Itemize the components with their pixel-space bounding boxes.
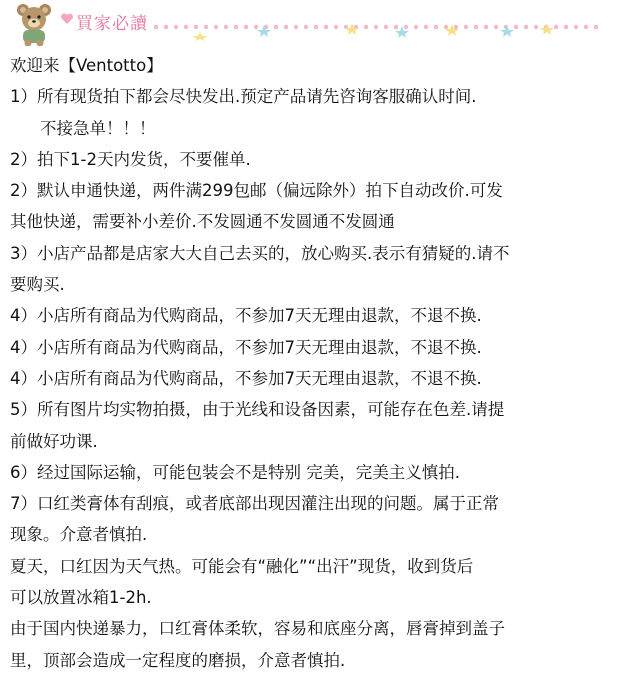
notice-text: [10, 50, 614, 676]
text-line: 欢迎来【Ventotto】: [10, 56, 163, 75]
header-banner: [0, 0, 620, 48]
text-line: 6）经过国际运输，可能包装会不是特别 完美，完美主义慎拍.: [10, 462, 460, 482]
text-line: 1）所有现货拍下都会尽快发出.预定产品请先咨询客服确认时间.: [10, 87, 477, 107]
text-line: 现象。介意者慎拍.: [10, 525, 148, 545]
text-line: 里，顶部会造成一定程度的磨损，介意者慎拍.: [10, 650, 346, 670]
banner-title: 買家必讀: [76, 14, 148, 34]
text-line: 5）所有图片均实物拍摄，由于光线和设备因素，可能存在色差.请提: [10, 400, 505, 420]
heart-icon: [60, 12, 74, 26]
text-line: 由于国内快递暴力，口红膏体柔软，容易和底座分离，唇膏掉到盖子: [10, 619, 505, 639]
text-line: 夏天，口红因为天气热。可能会有“融化”“出汗”现货，收到货后: [10, 556, 474, 576]
text-line: 要购买.: [10, 275, 65, 295]
text-line: 4）小店所有商品为代购商品，不参加7天无理由退款，不退不换.: [10, 306, 482, 326]
text-line: 不接急单！！！: [40, 118, 156, 138]
text-line: 7）口红类膏体有刮痕，或者底部出现因灌注出现的问题。属于正常: [10, 494, 499, 514]
text-line: 其他快递，需要补小差价.不发圆通不发圆通不发圆通: [10, 212, 395, 232]
text-line: 可以放置冰箱1-2h.: [10, 588, 152, 608]
bear-icon: [14, 2, 54, 46]
text-line: 4）小店所有商品为代购商品，不参加7天无理由退款，不退不换.: [10, 337, 482, 357]
text-line: 前做好功课.: [10, 431, 98, 451]
dotted-star-line-icon: [152, 21, 612, 41]
text-line: 2）拍下1-2天内发货，不要催单.: [10, 149, 251, 169]
text-line: 3）小店产品都是店家大大自己去买的，放心购买.表示有猜疑的.请不: [10, 243, 510, 263]
text-line: 2）默认申通快递，两件满299包邮（偏远除外）拍下自动改价.可发: [10, 181, 503, 201]
text-line: 4）小店所有商品为代购商品，不参加7天无理由退款，不退不换.: [10, 368, 482, 388]
